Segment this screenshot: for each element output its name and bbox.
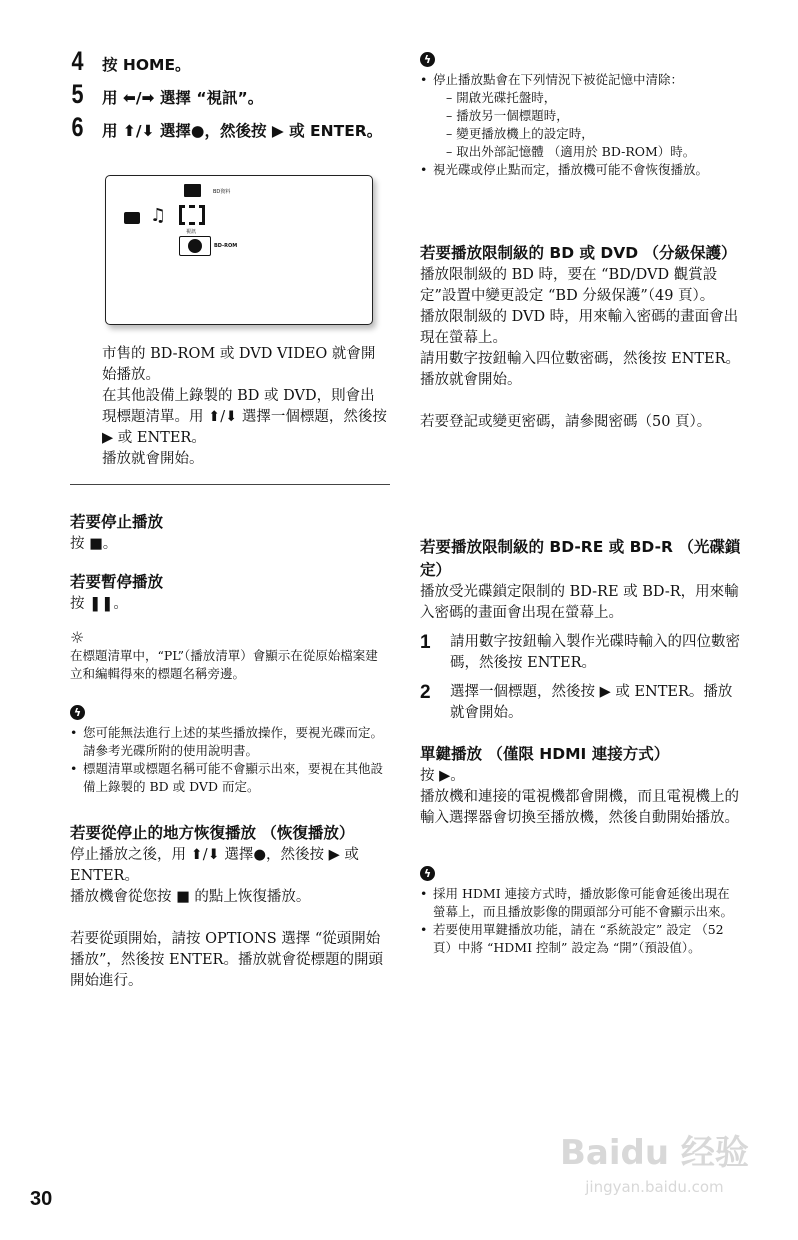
note-item: • 若要使用單鍵播放功能，請在 “系統設定” 設定 （52 頁）中將 “HDMI 控制” 設定為 “開”（預設值）。: [420, 921, 740, 957]
sub-item: – 播放另一個標題時，: [446, 108, 569, 123]
folder-label: BD資料: [213, 189, 231, 195]
paragraph: 播放就會開始。: [102, 451, 204, 467]
sub-item: – 開啟光碟托盤時，: [446, 90, 557, 105]
caution-icon: ϟ: [420, 866, 435, 881]
caution-icon: ϟ: [70, 705, 85, 720]
paragraph: 市售的 BD-ROM 或 DVD VIDEO 就會開始播放。: [102, 346, 376, 383]
sub-item: – 取出外部記憶體 （適用於 BD-ROM）時。: [446, 144, 696, 159]
note-text: 停止播放點會在下列情況下被從記憶中清除：: [433, 72, 684, 87]
pause-section: [70, 571, 390, 615]
section-heading: 若要停止播放: [70, 513, 164, 531]
step-number: 1: [420, 632, 431, 653]
paragraph: 播放機和連接的電視機都會開機，而且電視機上的輸入選擇器會切換至播放機，然後自動開始播放。: [420, 789, 739, 826]
divider: [70, 484, 390, 485]
step-number: 2: [420, 682, 431, 703]
step-1: [420, 632, 742, 674]
lightbulb-tip-icon: ☼: [70, 628, 85, 647]
step-text: 用 ⬆/⬇ 選擇●，然後按 ▶ 或 ENTER。: [102, 122, 383, 140]
one-touch-play-section: [420, 743, 742, 829]
paragraph: 在其他設備上錄製的 BD 或 DVD，則會出現標題清單。用 ⬆/⬇ 選擇一個標題，然後按 ▶ 或 ENTER。: [102, 388, 387, 446]
step-6: [70, 112, 392, 145]
note-item: [420, 71, 740, 161]
stop-section: [70, 511, 390, 555]
note-section-2: [420, 52, 740, 179]
intro-text: [102, 344, 387, 470]
video-icon: [179, 205, 205, 225]
paragraph: 按 ■。: [70, 536, 118, 552]
sub-item: – 變更播放機上的設定時，: [446, 126, 594, 141]
section-heading: 若要從停止的地方恢復播放 （恢復播放）: [70, 824, 355, 842]
baidu-watermark: [560, 1125, 749, 1196]
tip-text: 在標題清單中，“PL”（播放清單）會顯示在從原始檔案建立和編輯得來的標題名稱旁邊。: [70, 648, 378, 681]
page-number: 30: [30, 1188, 53, 1210]
parental-section: [420, 242, 742, 433]
paragraph: 播放限制級的 DVD 時，用來輸入密碼的畫面會出現在螢幕上。: [420, 309, 739, 346]
paragraph: 請用數字按鈕輸入四位數密碼，然後按 ENTER。: [420, 351, 741, 367]
step-number: 5: [71, 79, 84, 109]
step-number: 6: [71, 112, 84, 142]
note-item: • 您可能無法進行上述的某些播放操作，要視光碟而定。請參考光碟所附的使用說明書。: [70, 724, 388, 760]
step-5: [70, 79, 392, 112]
folder-icon: [184, 184, 201, 197]
note-item: • 採用 HDMI 連接方式時，播放影像可能會延後出現在螢幕上，而且播放影像的開頭部分可能不會顯示出來。: [420, 885, 740, 921]
paragraph: 按 ▶。: [420, 768, 465, 784]
paragraph: 播放機會從您按 ■ 的點上恢復播放。: [70, 889, 311, 905]
section-heading: 若要播放限制級的 BD 或 DVD （分級保護）: [420, 244, 737, 262]
music-icon: ♫: [150, 205, 167, 226]
note-item: • 視光碟或停止點而定，播放機可能不會恢復播放。: [420, 161, 740, 179]
disc-selection-box: [179, 236, 211, 256]
disc-lock-section: [420, 536, 742, 724]
step-text: 按 HOME。: [102, 56, 191, 74]
section-heading: 若要播放限制級的 BD-RE 或 BD-R （光碟鎖定）: [420, 538, 741, 579]
paragraph: 若要從頭開始，請按 OPTIONS 選擇 “從頭開始播放”，然後按 ENTER。播放就會從標題的開頭開始進行。: [70, 931, 383, 989]
note-item: • 標題清單或標題名稱可能不會顯示出來，要視在其他設備上錄製的 BD 或 DVD 而定。: [70, 760, 388, 796]
tip-section: [70, 628, 388, 683]
disc-icon: [188, 239, 202, 253]
step-text: 選擇一個標題，然後按 ▶ 或 ENTER。播放就會開始。: [450, 684, 733, 721]
note-section-3: [420, 866, 740, 957]
watermark-logo: Baidu 经验: [560, 1133, 749, 1173]
step-2: [420, 682, 742, 724]
paragraph: 播放限制級的 BD 時，要在 “BD/DVD 觀賞設定”設置中變更設定 “BD 分級保護”（49 頁）。: [420, 267, 718, 304]
video-label: 視訊: [186, 229, 197, 235]
paragraph: 停止播放之後，用 ⬆/⬇ 選擇●，然後按 ▶ 或 ENTER。: [70, 847, 359, 884]
photo-icon: [124, 212, 140, 224]
section-heading: 若要暫停播放: [70, 573, 164, 591]
watermark-url: jingyan.baidu.com: [585, 1178, 724, 1196]
step-4: [70, 46, 392, 79]
paragraph: 若要登記或變更密碼，請參閱密碼（50 頁）。: [420, 414, 712, 430]
section-heading: 單鍵播放 （僅限 HDMI 連接方式）: [420, 745, 670, 763]
home-menu-screen-illustration: [105, 175, 373, 325]
step-text: 請用數字按鈕輸入製作光碟時輸入的四位數密碼，然後按 ENTER。: [450, 634, 740, 671]
step-text: 用 ⬅/➡ 選擇 “視訊”。: [102, 89, 264, 107]
paragraph: 播放受光碟鎖定限制的 BD-RE 或 BD-R，用來輸入密碼的畫面會出現在螢幕上。: [420, 584, 739, 621]
step-number: 4: [71, 46, 84, 76]
paragraph: 按 ❚❚。: [70, 596, 128, 612]
caution-icon: ϟ: [420, 52, 435, 67]
resume-section: [70, 822, 388, 992]
note-section-1: [70, 705, 388, 796]
disc-label: BD-ROM: [214, 243, 238, 249]
paragraph: 播放就會開始。: [420, 372, 522, 388]
